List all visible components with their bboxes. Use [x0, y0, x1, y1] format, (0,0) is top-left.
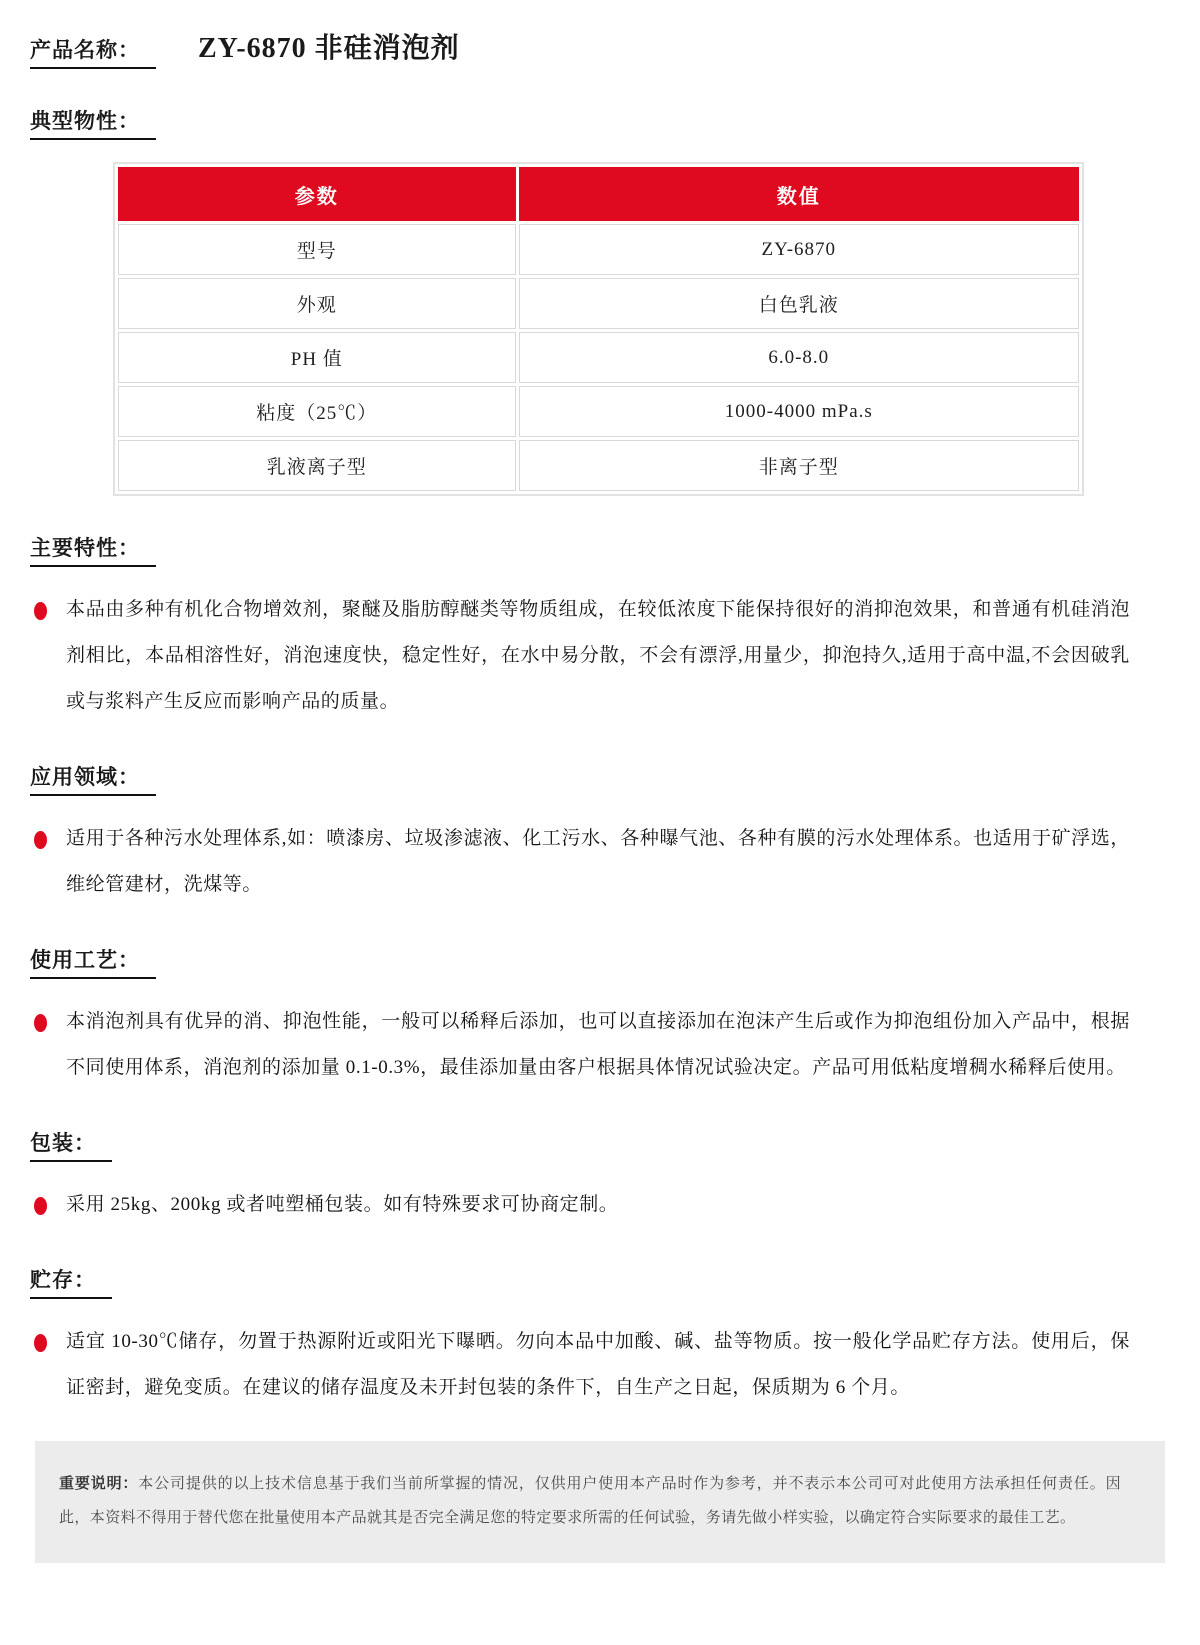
parameter-cell: 粘度（25℃）: [118, 386, 516, 437]
bullet-text: 适宜 10-30℃储存，勿置于热源附近或阳光下曝晒。勿向本品中加酸、碱、盐等物质。按一般化学品贮存方法。使用后，保证密封，避免变质。在建议的储存温度及未开封包装的条件下，自生产之日起，保质期为 6 个月。: [66, 1331, 1130, 1398]
bullet-item: [30, 1319, 1130, 1411]
section-main-features: [30, 534, 1130, 725]
bullet-icon: [34, 1014, 47, 1032]
section-usage-process: [30, 946, 1130, 1091]
bullet-icon: [34, 831, 47, 849]
bullet-text: 本消泡剂具有优异的消、抑泡性能，一般可以稀释后添加，也可以直接添加在泡沫产生后或作为抑泡组份加入产品中，根据不同使用体系，消泡剂的添加量 0.1-0.3%，最佳添加量由客户根据具体情况试验决定。产品可用低粘度增稠水稀释后使用。: [66, 1011, 1130, 1078]
table-row: [118, 278, 1079, 329]
value-cell: 6.0-8.0: [519, 332, 1079, 383]
value-cell: ZY-6870: [519, 224, 1079, 275]
section-storage: [30, 1266, 1130, 1411]
bullet-item: [30, 999, 1130, 1091]
table-row: [118, 440, 1079, 491]
table-row: [118, 386, 1079, 437]
bullet-icon: [34, 602, 47, 620]
column-header-parameter: 参数: [118, 167, 516, 221]
bullet-item: [30, 587, 1130, 725]
bullet-icon: [34, 1334, 47, 1352]
section-heading-storage: 贮存：: [30, 1266, 112, 1299]
disclaimer-text: 本公司提供的以上技术信息基于我们当前所掌握的情况，仅供用户使用本产品时作为参考，并不表示本公司可对此使用方法承担任何责任。因此，本资料不得用于替代您在批量使用本产品就其是否完全满足您的特定要求所需的任何试验，务请先做小样实验，以确定符合实际要求的最佳工艺。: [59, 1476, 1121, 1526]
section-heading-typical-properties: [30, 107, 1130, 140]
disclaimer-paragraph: [59, 1467, 1121, 1535]
section-heading-packaging: 包装：: [30, 1129, 112, 1162]
bullet-text: 本品由多种有机化合物增效剂，聚醚及脂肪醇醚类等物质组成，在较低浓度下能保持很好的消抑泡效果，和普通有机硅消泡剂相比，本品相溶性好，消泡速度快，稳定性好，在水中易分散，不会有漂浮,用量少，抑泡持久,适用于高中温,不会因破乳或与浆料产生反应而影响产品的质量。: [66, 599, 1130, 712]
page-title: ZY-6870 非硅消泡剂: [198, 33, 460, 64]
title-row: [30, 26, 1130, 69]
value-cell: 白色乳液: [519, 278, 1079, 329]
section-packaging: [30, 1129, 1130, 1228]
parameter-cell: 外观: [118, 278, 516, 329]
parameter-cell: 乳液离子型: [118, 440, 516, 491]
value-cell: 1000-4000 mPa.s: [519, 386, 1079, 437]
disclaimer-box: [35, 1441, 1165, 1563]
parameter-cell: PH 值: [118, 332, 516, 383]
properties-table-wrapper: [113, 162, 1114, 496]
section-heading-main-features: 主要特性：: [30, 534, 156, 567]
section-applications: [30, 763, 1130, 908]
value-cell: 非离子型: [519, 440, 1079, 491]
section-heading-usage-process: 使用工艺：: [30, 946, 156, 979]
table-header-row: [118, 167, 1079, 221]
bullet-item: [30, 816, 1130, 908]
section-heading-applications: 应用领域：: [30, 763, 156, 796]
table-row: [118, 332, 1079, 383]
product-name-label: 产品名称：: [30, 34, 156, 69]
properties-table: [113, 162, 1084, 496]
bullet-item: [30, 1182, 1130, 1228]
parameter-cell: 型号: [118, 224, 516, 275]
disclaimer-label: 重要说明：: [59, 1476, 139, 1492]
typical-properties-label: 典型物性：: [30, 107, 156, 140]
bullet-text: 适用于各种污水处理体系,如：喷漆房、垃圾渗滤液、化工污水、各种曝气池、各种有膜的污水处理体系。也适用于矿浮选，维纶管建材，洗煤等。: [66, 828, 1130, 895]
bullet-icon: [34, 1197, 47, 1215]
bullet-text: 采用 25kg、200kg 或者吨塑桶包装。如有特殊要求可协商定制。: [66, 1194, 619, 1215]
column-header-value: 数值: [519, 167, 1079, 221]
table-row: [118, 224, 1079, 275]
